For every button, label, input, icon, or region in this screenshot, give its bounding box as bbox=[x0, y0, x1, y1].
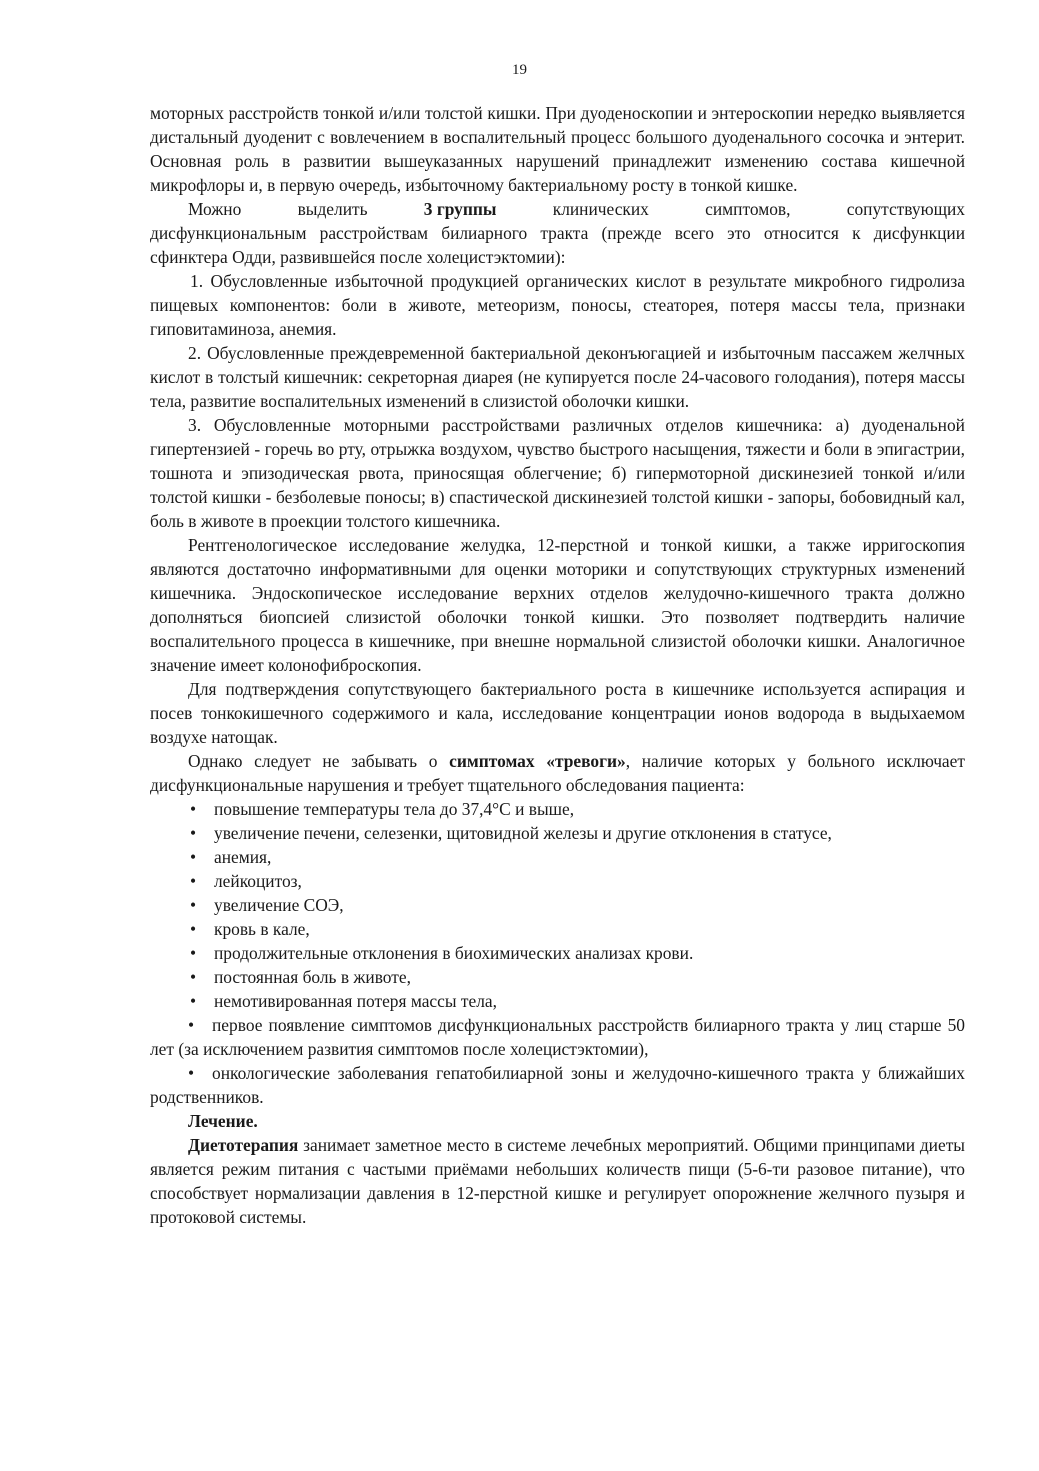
list-item: • анемия, bbox=[150, 845, 965, 869]
diet-text: занимает заметное место в системе лечебных мероприятий. Общими принципами диеты является режим питания с частыми приёмами небольших количеств пищи (5-6-ти разовое питание), что способствует нормализации давления в 12-перстной кишке и регулирует опорожнение желчного пузыря и протоковой системы. bbox=[150, 1135, 965, 1227]
list-item: • первое появление симптомов дисфункциональных расстройств билиарного тракта у лиц старше 50 лет (за исключением развития симптомов после холецистэктомии), bbox=[150, 1013, 965, 1061]
alarm-text-after: , наличие которых у больного исключает дисфункциональные нарушения и требует тщательного обследования пациента: bbox=[150, 751, 965, 795]
paragraph-alarm bbox=[150, 749, 965, 797]
groups-intro-word: симптомов, bbox=[705, 199, 791, 219]
groups-intro-word: Можно bbox=[188, 199, 242, 219]
alarm-bold: симптомах «тревоги» bbox=[449, 751, 626, 771]
paragraph-xray: Рентгенологическое исследование желудка, 12-перстной и тонкой кишки, а также ирригоскопия являются достаточно информативными для оценки моторики и сопутствующих структурных изменений кишечника. Эндоскопическое исследование верхних отделов желудочно-кишечного тракта должно дополняться биопсией слизистой оболочки тонкой кишки. Это позволяет подтвердить наличие воспалительного процесса в кишечнике, при внешне нормальной слизистой оболочки кишки. Аналогичное значение имеет колонофиброскопия. bbox=[150, 535, 965, 675]
list-item: • увеличение СОЭ, bbox=[150, 893, 965, 917]
list-item: • повышение температуры тела до 37,4°С и выше, bbox=[150, 797, 965, 821]
groups-intro-word: сопутствующих bbox=[846, 199, 965, 219]
page-number: 19 bbox=[512, 62, 527, 78]
paragraph-diet bbox=[150, 1133, 965, 1229]
list-item: • лейкоцитоз, bbox=[150, 869, 965, 893]
alarm-text-before: Однако следует не забывать о bbox=[188, 751, 450, 771]
group-item-3: 3. Обусловленные моторными расстройствами различных отделов кишечника: а) дуоденальной гипертензией - горечь во рту, отрыжка воздухом, чувство быстрого насыщения, тяжести и боли в эпигастрии, тошнота и эпизодическая рвота, приносящая облегчение; б) гипермоторной дискинезией тонкой и/или толстой кишки - безболевые поносы; в) спастической дискинезией толстой кишки - запоры, бобовидный кал, боль в животе в проекции толстого кишечника. bbox=[150, 415, 965, 531]
groups-intro-rest: дисфункциональным расстройствам билиарного тракта (прежде всего это относится к дисфункции сфинктера Одди, развившейся после холецистэктомии): bbox=[150, 223, 965, 267]
list-item: • кровь в кале, bbox=[150, 917, 965, 941]
treatment-heading bbox=[150, 1109, 965, 1133]
list-item: • увеличение печени, селезенки, щитовидной железы и другие отклонения в статусе, bbox=[150, 821, 965, 845]
diet-bold: Диетотерапия bbox=[188, 1135, 299, 1155]
group-item-1: 1. Обусловленные избыточной продукцией органических кислот в результате микробного гидролиза пищевых компонентов: боли в животе, метеоризм, поносы, стеаторея, потеря массы тела, признаки гиповитаминоза, анемия. bbox=[150, 271, 965, 339]
groups-count-bold: 3 группы bbox=[423, 199, 497, 219]
groups-intro-first-line bbox=[150, 197, 965, 221]
groups-intro-word: клинических bbox=[552, 199, 649, 219]
list-item: • немотивированная потеря массы тела, bbox=[150, 989, 965, 1013]
group-item-2: 2. Обусловленные преждевременной бактериальной деконъюгацией и избыточным пассажем желчных кислот в толстый кишечник: секреторная диарея (не купируется после 24-часового голодания), потеря массы тела, развитие воспалительных изменений в слизистой оболочки кишки. bbox=[150, 343, 965, 411]
paragraph-groups-intro bbox=[150, 197, 965, 269]
groups-intro-word: выделить bbox=[297, 199, 368, 219]
treatment-heading-text: Лечение. bbox=[188, 1111, 258, 1131]
paragraph-bacterial: Для подтверждения сопутствующего бактериального роста в кишечнике используется аспирация и посев тонкокишечного содержимого и кала, исследование концентрации ионов водорода в выдыхаемом воздухе натощак. bbox=[150, 679, 965, 747]
alarm-symptom-list bbox=[150, 797, 965, 1109]
list-item: • онкологические заболевания гепатобилиарной зоны и желудочно-кишечного тракта у ближайших родственников. bbox=[150, 1061, 965, 1109]
paragraph-intro: моторных расстройств тонкой и/или толстой кишки. При дуоденоскопии и энтероскопии нередко выявляется дистальный дуоденит с вовлечением в воспалительный процесс большого дуоденального сосочка и энтерит. Основная роль в развитии вышеуказанных нарушений принадлежит изменению состава кишечной микрофлоры и, в первую очередь, избыточному бактериальному росту в тонкой кишке. bbox=[150, 103, 965, 195]
page-content bbox=[150, 101, 965, 1229]
list-item: • продолжительные отклонения в биохимических анализах крови. bbox=[150, 941, 965, 965]
list-item: • постоянная боль в животе, bbox=[150, 965, 965, 989]
